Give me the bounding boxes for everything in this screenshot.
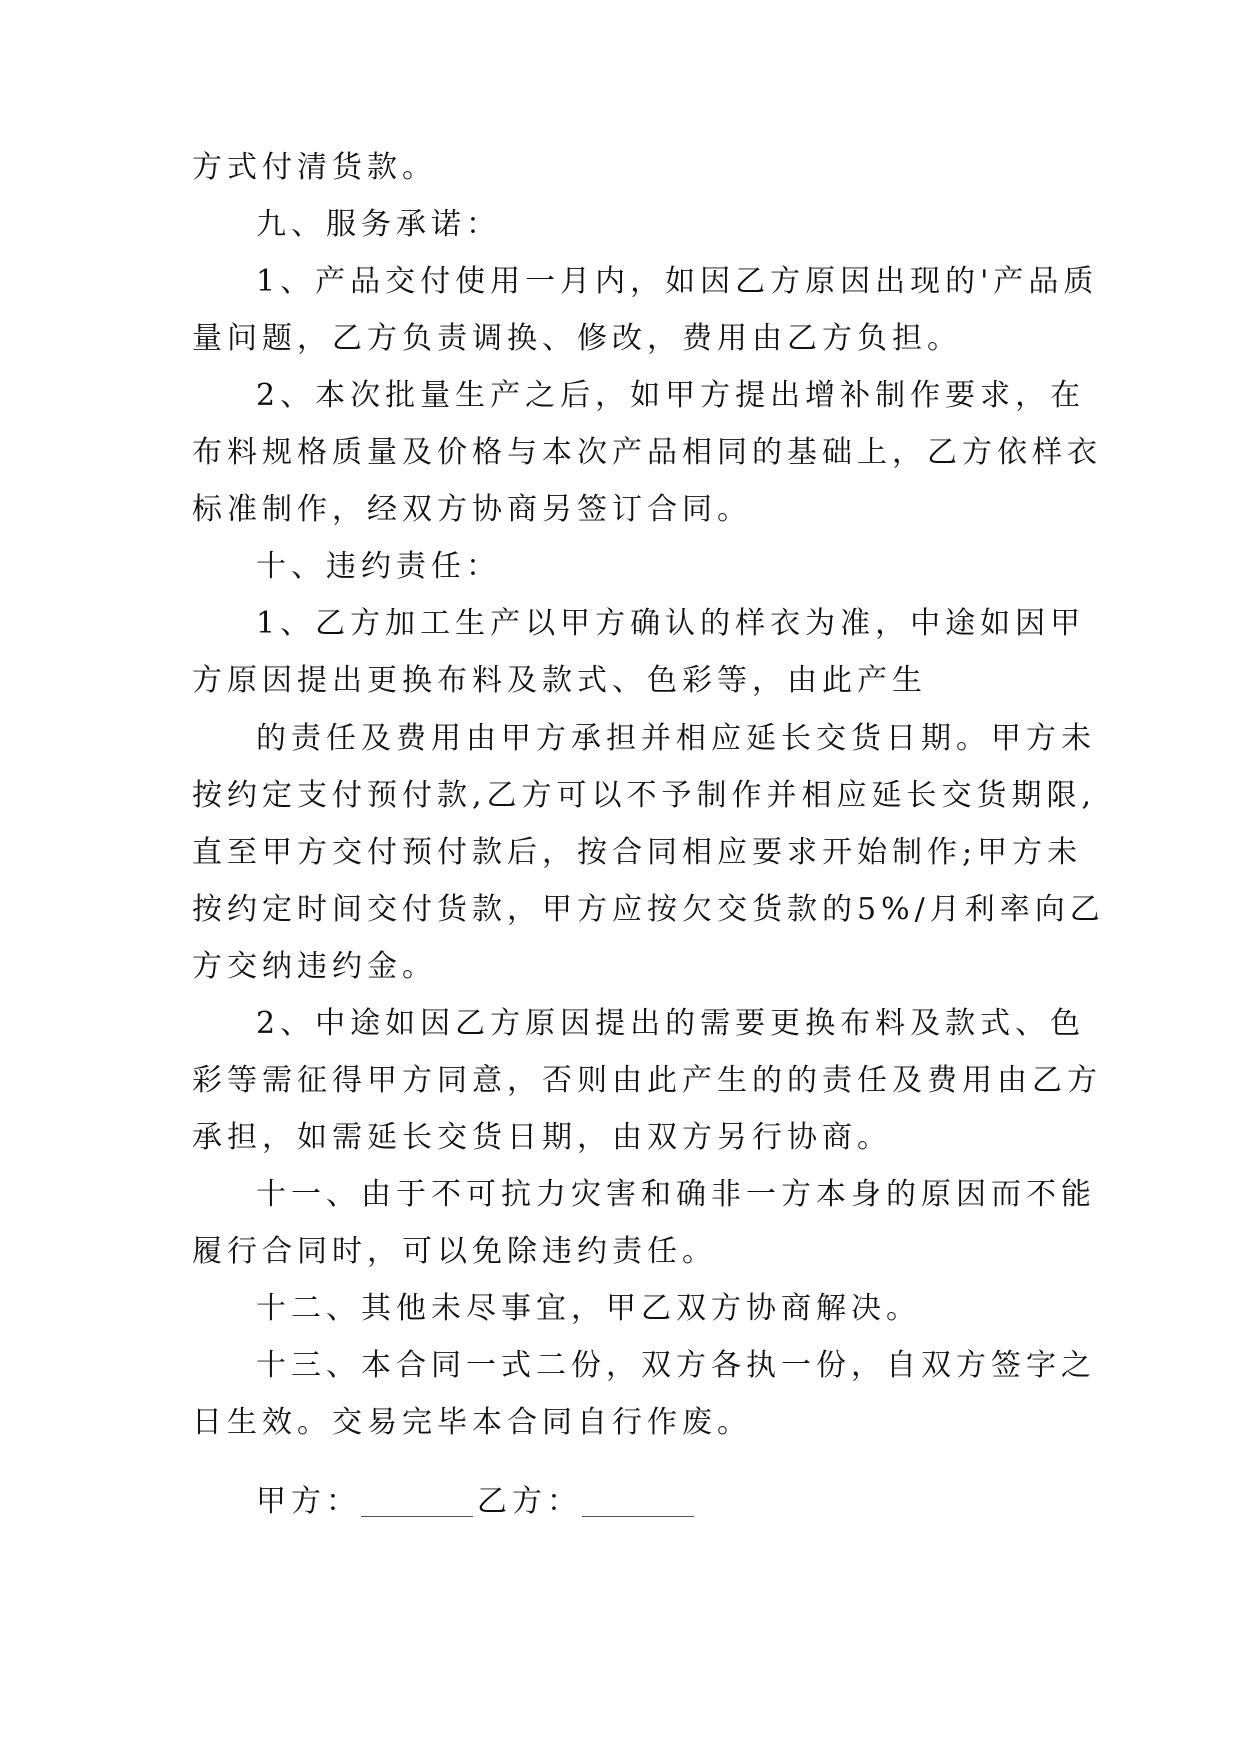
text-line: 方原因提出更换布料及款式、色彩等，由此产生 <box>192 663 927 698</box>
party-b-label: 乙方： <box>477 1484 582 1519</box>
text-line: 2、中途如因乙方原因提出的需要更换布料及款式、色 <box>256 1006 1086 1041</box>
text-line: 十三、本合同一式二份，双方各执一份，自双方签字之 <box>256 1348 1096 1383</box>
text-line: 履行合同时，可以免除违约责任。 <box>192 1234 717 1269</box>
text-line: 标准制作，经双方协商另签订合同。 <box>192 492 752 527</box>
party-b-signature-blank <box>582 1486 694 1517</box>
text-line: 按约定支付预付款,乙方可以不予制作并相应延长交货期限, <box>192 778 1097 813</box>
text-line: 1、乙方加工生产以甲方确认的样衣为准，中途如因甲 <box>256 606 1086 641</box>
text-line: 1、产品交付使用一月内，如因乙方原因出现的'产品质 <box>256 264 1099 299</box>
text-line: 日生效。交易完毕本合同自行作废。 <box>192 1405 752 1440</box>
text-line: 十一、由于不可抗力灾害和确非一方本身的原因而不能 <box>256 1177 1096 1212</box>
signature-row <box>256 1483 698 1521</box>
text-line: 方交纳违约金。 <box>192 949 437 984</box>
text-line: 的责任及费用由甲方承担并相应延长交货日期。甲方未 <box>256 721 1096 756</box>
text-line: 方式付清货款。 <box>192 150 437 185</box>
text-line: 承担，如需延长交货日期，由双方另行协商。 <box>192 1120 892 1155</box>
party-a-signature-blank <box>361 1486 473 1517</box>
text-line: 直至甲方交付预付款后，按合同相应要求开始制作;甲方未 <box>192 835 1083 870</box>
text-line: 量问题，乙方负责调换、修改，费用由乙方负担。 <box>192 321 962 356</box>
text-line: 按约定时间交付货款，甲方应按欠交货款的5%/月利率向乙 <box>192 892 1105 927</box>
text-line: 2、本次批量生产之后，如甲方提出增补制作要求，在 <box>256 378 1086 413</box>
section-heading: 十、违约责任： <box>256 549 501 584</box>
text-line: 彩等需征得甲方同意，否则由此产生的的责任及费用由乙方 <box>192 1063 1102 1098</box>
section-heading: 九、服务承诺： <box>256 207 501 242</box>
text-line: 布料规格质量及价格与本次产品相同的基础上，乙方依样衣 <box>192 435 1102 470</box>
party-a-label: 甲方： <box>256 1484 361 1519</box>
text-line: 十二、其他未尽事宜，甲乙双方协商解决。 <box>256 1291 921 1326</box>
